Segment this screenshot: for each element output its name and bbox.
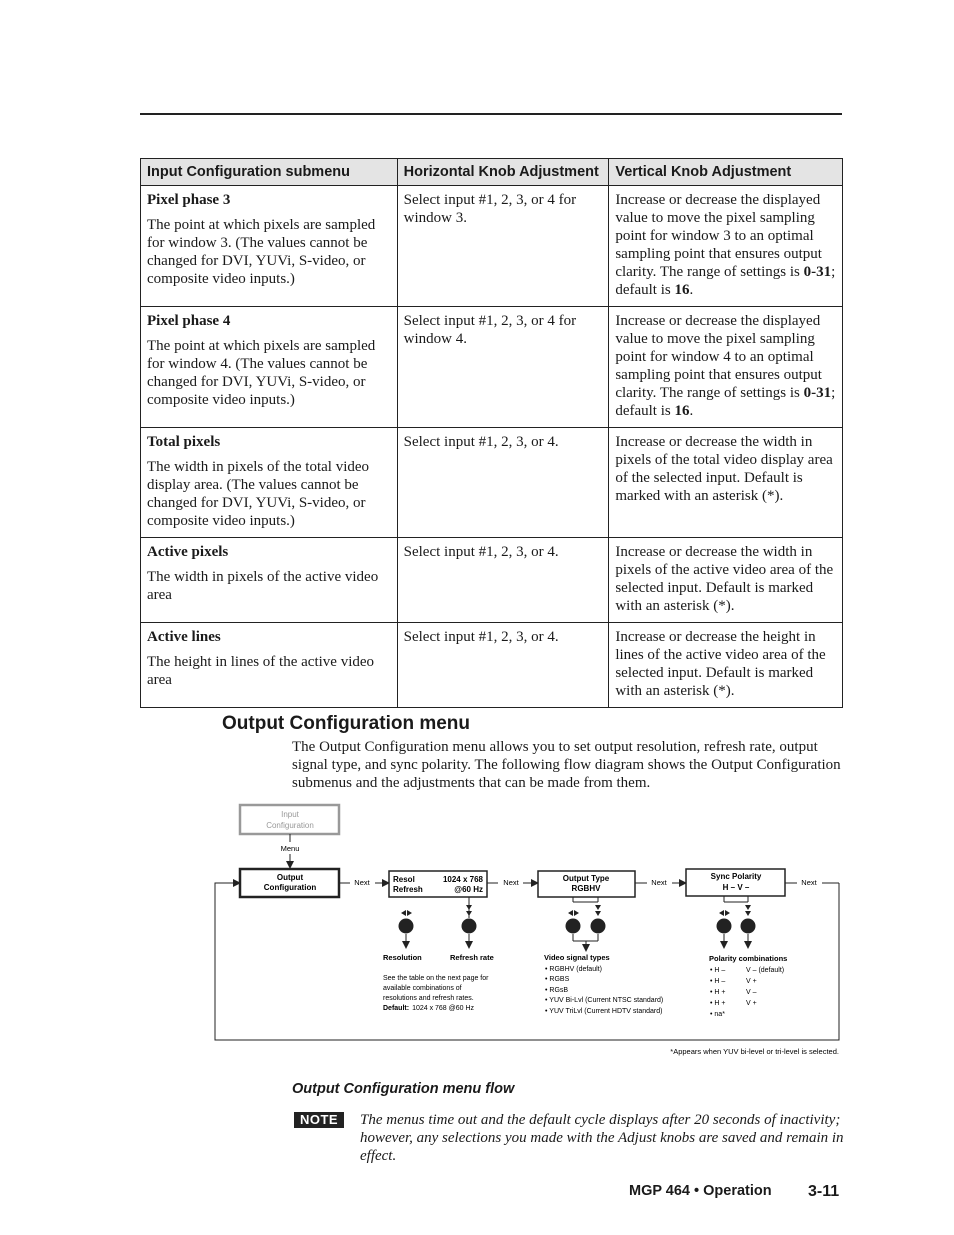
list-item: • YUV Bi-Lvl (Current NTSC standard)	[545, 997, 664, 1004]
output-type-box	[538, 871, 635, 897]
col-header-horizontal: Horizontal Knob Adjustment	[397, 159, 609, 186]
next-label-3: Next	[651, 878, 667, 887]
polarity-list	[710, 967, 784, 1018]
default-value: 16	[674, 282, 690, 298]
default-resolution-value: 1024 x 768 @60 Hz	[412, 1005, 475, 1012]
output-type-line1: Output Type	[562, 874, 610, 883]
knob-icon	[399, 919, 414, 934]
resolution-note-line1: See the table on the next page for	[383, 975, 489, 982]
resolution-label: Resolution	[383, 953, 422, 962]
video-signal-2: RGsB	[549, 987, 569, 994]
list-item: • H –	[710, 967, 726, 974]
default-resolution-line	[383, 1005, 475, 1012]
row-title: Total pixels	[147, 434, 221, 450]
horizontal-cell: Select input #1, 2, 3, or 4.	[397, 623, 609, 708]
list-item: • na*	[710, 1011, 725, 1018]
polarity-title: Polarity combinations	[709, 954, 788, 963]
note-badge: NOTE	[294, 1112, 344, 1128]
polarity-v-2: V –	[746, 989, 757, 996]
polarity-h-4: na*	[714, 1011, 725, 1018]
list-item: • RGBHV (default)	[545, 966, 602, 973]
menu-label: Menu	[280, 844, 300, 853]
list-item: • RGBS	[545, 976, 570, 983]
horizontal-cell: Select input #1, 2, 3, or 4 for window 4.	[397, 307, 609, 428]
row-description: The point at which pixels are sampled for window 4. (The values cannot be changed for DVI, YUVi, S-video, or composite video inputs.)	[147, 338, 376, 408]
footer-title: MGP 464 • Operation	[629, 1183, 772, 1199]
video-signal-title: Video signal types	[544, 953, 610, 962]
vertical-text-end: .	[689, 403, 694, 419]
row-description: The point at which pixels are sampled for window 3. (The values cannot be changed for DVI, YUVi, S-video, or composite video inputs.)	[147, 217, 376, 287]
left-right-arrow-icon	[719, 910, 724, 916]
vertical-text: Increase or decrease the displayed value to move the pixel sampling point for window 3 to an optimal sampling point that ensures output clarity. The range of settings is	[615, 192, 822, 280]
horizontal-cell: Select input #1, 2, 3, or 4 for window 3.	[397, 186, 609, 307]
horizontal-cell: Select input #1, 2, 3, or 4.	[397, 428, 609, 538]
page-number: 3-11	[808, 1183, 840, 1200]
vertical-cell: Increase or decrease the width in pixels of the total video display area of the selected input. Default is marked with an asterisk (*).	[609, 428, 843, 538]
video-signal-list	[545, 966, 663, 1015]
row-title: Active pixels	[147, 544, 229, 560]
left-right-arrow-icon	[568, 910, 573, 916]
polarity-h-3: H +	[714, 1000, 726, 1007]
up-down-arrow-icon	[745, 905, 751, 910]
knob-icon	[566, 919, 581, 934]
resol-value: 1024 x 768	[442, 875, 483, 884]
sync-polarity-box	[686, 869, 785, 896]
next-label-2: Next	[503, 878, 519, 887]
figure-caption: Output Configuration menu flow	[292, 1081, 515, 1097]
resol-label: Resol	[393, 875, 415, 884]
resolution-note-line2: available combinations of	[383, 985, 462, 992]
vertical-text-mid: ; default is	[615, 385, 836, 419]
diagram-footnote: *Appears when YUV bi-level or tri-level is selected.	[670, 1047, 839, 1056]
section-intro: The Output Configuration menu allows you to set output resolution, refresh rate, output signal type, and sync polarity. The following flow diagram shows the Output Configuration submenus and the adjustments that can be made from them.	[292, 739, 841, 791]
next-label-1: Next	[354, 878, 370, 887]
polarity-h-0: H –	[714, 967, 726, 974]
input-box-line1: Input	[281, 810, 299, 819]
video-signal-4: YUV TriLvl (Current HDTV standard)	[549, 1008, 663, 1015]
default-value: 16	[674, 403, 690, 419]
output-type-line2: RGBHV	[571, 884, 601, 893]
list-item: • YUV TriLvl (Current HDTV standard)	[545, 1008, 663, 1015]
refresh-rate-label: Refresh rate	[450, 953, 494, 962]
video-signal-1: RGBS	[549, 976, 570, 983]
section-heading: Output Configuration menu	[222, 713, 471, 734]
row-description: The width in pixels of the total video display area. (The values cannot be changed for DVI, YUVi, S-video, or composite video inputs.)	[147, 459, 370, 529]
col-header-vertical: Vertical Knob Adjustment	[609, 159, 843, 186]
knob-icon	[741, 919, 756, 934]
vertical-cell: Increase or decrease the width in pixels of the active video area of the selected input. Default is marked with an asterisk (*).	[609, 538, 843, 623]
vertical-cell: Increase or decrease the height in lines of the active video area of the selected input. Default is marked with an asterisk (*).	[609, 623, 843, 708]
default-label: Default:	[383, 1005, 410, 1012]
output-box-line1: Output	[276, 873, 304, 882]
list-item: • H +	[710, 989, 726, 996]
resolution-note-line3: resolutions and refresh rates.	[383, 995, 474, 1002]
resolution-refresh-box	[389, 871, 487, 897]
row-title: Active lines	[147, 629, 221, 645]
sync-polarity-line2: H – V –	[722, 883, 750, 892]
polarity-h-1: H –	[714, 978, 726, 985]
vertical-text: Increase or decrease the displayed value to move the pixel sampling point for window 4 to an optimal sampling point that ensures output clarity. The range of settings is	[615, 313, 822, 401]
output-type-knob-group	[566, 897, 606, 951]
horizontal-cell: Select input #1, 2, 3, or 4.	[397, 538, 609, 623]
vertical-text-mid: ; default is	[615, 264, 836, 298]
range-value: 0-31	[803, 264, 832, 280]
refresh-label: Refresh	[393, 885, 423, 894]
input-config-box	[240, 805, 339, 834]
polarity-v-1: V +	[746, 978, 757, 985]
left-right-arrow-icon	[401, 910, 406, 916]
video-signal-3: YUV Bi-Lvl (Current NTSC standard)	[549, 997, 664, 1004]
row-description: The width in pixels of the active video area	[147, 569, 379, 603]
polarity-v-3: V +	[746, 1000, 757, 1007]
polarity-h-2: H +	[714, 989, 726, 996]
knob-icon	[717, 919, 732, 934]
row-title: Pixel phase 3	[147, 192, 231, 208]
next-label-4: Next	[801, 878, 817, 887]
note-text: The menus time out and the default cycle displays after 20 seconds of inactivity; however, any selections you made with the Adjust knobs are saved and remain in effect.	[360, 1112, 844, 1164]
polarity-knob-group	[717, 896, 756, 948]
sync-polarity-line1: Sync Polarity	[710, 872, 762, 881]
row-description: The height in lines of the active video area	[147, 654, 375, 688]
range-value: 0-31	[803, 385, 832, 401]
resolution-knob-group	[399, 897, 477, 948]
output-box-line2: Configuration	[263, 883, 317, 892]
list-item: • H +	[710, 1000, 726, 1007]
up-down-arrow-icon	[595, 905, 601, 910]
polarity-v-0: V – (default)	[746, 967, 785, 974]
list-item: • RGsB	[545, 987, 569, 994]
row-title: Pixel phase 4	[147, 313, 231, 329]
knob-icon	[462, 919, 477, 934]
up-down-arrow-icon	[466, 905, 472, 910]
refresh-value: @60 Hz	[454, 885, 483, 894]
knob-icon	[591, 919, 606, 934]
col-header-submenu: Input Configuration submenu	[141, 159, 398, 186]
video-signal-0: RGBHV (default)	[549, 966, 602, 973]
output-config-box	[240, 869, 339, 897]
vertical-text-end: .	[689, 282, 694, 298]
input-box-line2: Configuration	[266, 821, 314, 830]
list-item: • H –	[710, 978, 726, 985]
